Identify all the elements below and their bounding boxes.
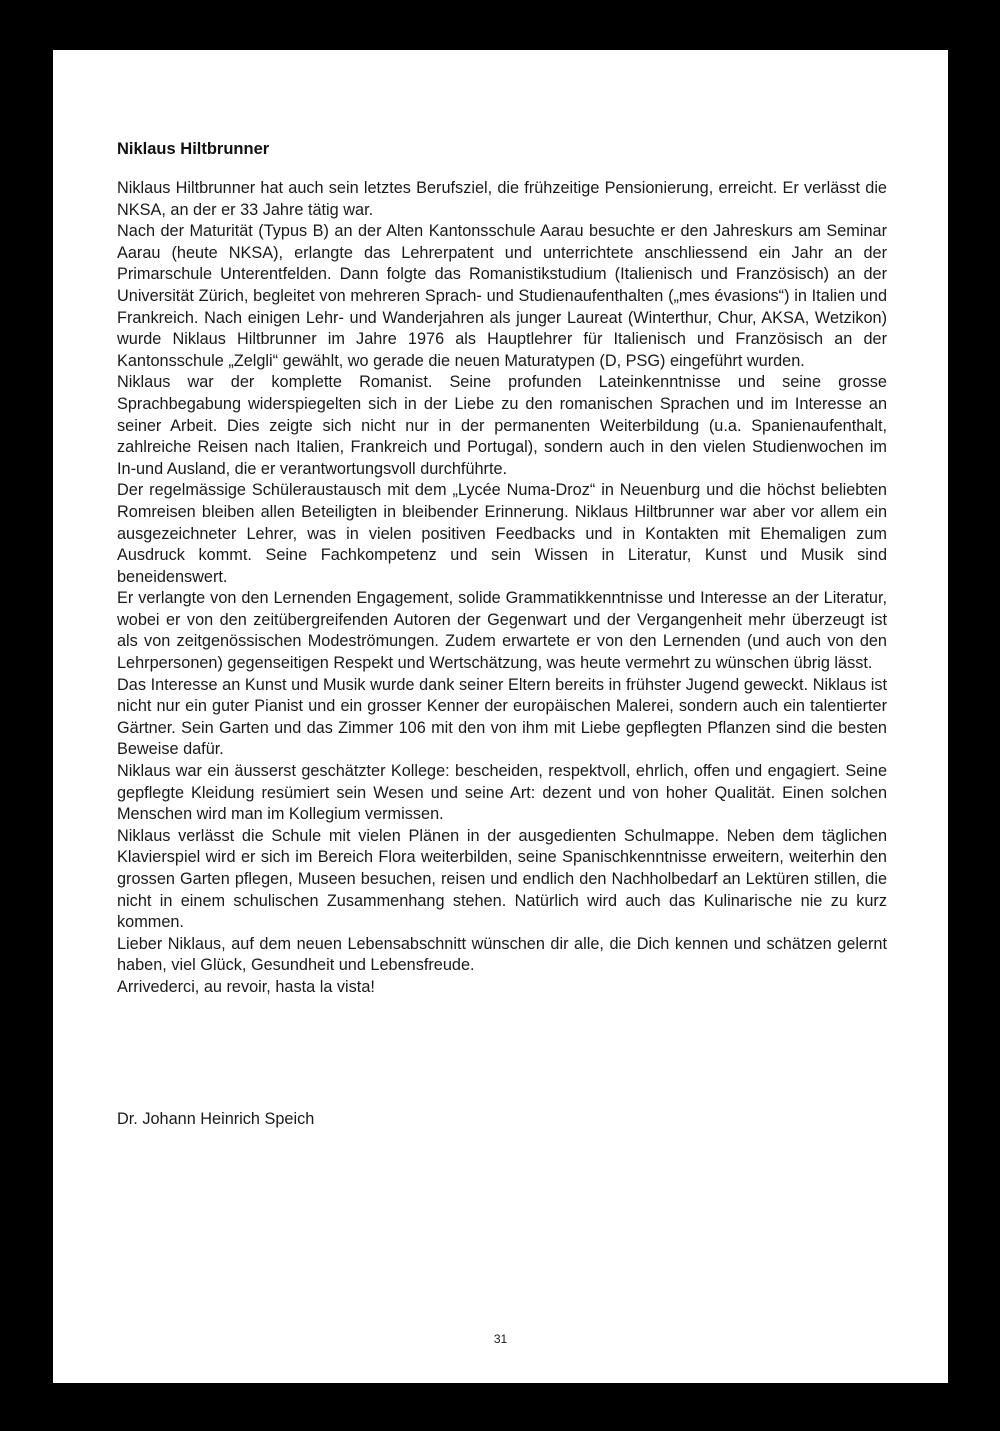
paragraph-5: Er verlangte von den Lernenden Engagement, solide Grammatikkenntnisse und Interesse an der Literatur, wobei er von den zeitübergreifenden Autoren der Gegenwart und der Vergangenheit mehr überzeugt ist als von zeitgenössischen Modeströmungen. Zudem erwartete er von den Lernenden (und auch von den Lehrpersonen) gegenseitigen Respekt und Wertschätzung, was heute vermehrt zu wünschen übrig lässt. [117, 589, 887, 673]
article-title: Niklaus Hiltbrunner [117, 140, 270, 158]
page-number: 31 [493, 1332, 508, 1346]
paragraph-9: Lieber Niklaus, auf dem neuen Lebensabschnitt wünschen dir alle, die Dich kennen und schätzen gelernt haben, viel Glück, Gesundheit und Lebensfreude. [117, 934, 887, 975]
paragraph-1: Niklaus Hiltbrunner hat auch sein letztes Berufsziel, die frühzeitige Pensionierung, erreicht. Er verlässt die NKSA, an der er 33 Jahre tätig war. [117, 179, 887, 219]
paragraph-4: Der regelmässige Schüleraustausch mit dem „Lycée Numa-Droz“ in Neuenburg und die höchst beliebten Romreisen bleiben allen Beteiligten in bleibender Erinnerung. Niklaus Hiltbrunner war aber vor allem ein ausgezeichneter Lehrer, was in vielen positiven Feedbacks und in Kontakten mit Ehemaligen zum Ausdruck kommt. Seine Fachkompetenz und sein Wissen in Literatur, Kunst und Musik sind beneidenswert. [117, 481, 887, 586]
article-body [117, 178, 887, 999]
paragraph-10: Arrivederci, au revoir, hasta la vista! [117, 977, 375, 996]
paragraph-2: Nach der Maturität (Typus B) an der Alten Kantonsschule Aarau besuchte er den Jahreskurs am Seminar Aarau (heute NKSA), erlangte das Lehrerpatent und unterrichtete anschliessend ein Jahr an der Primarschule Unterentfelden. Dann folgte das Romanistikstudium (Italienisch und Französisch) an der Universität Zürich, begleitet von mehreren Sprach- und Studienaufenthalten („mes évasions“) in Italien und Frankreich. Nach einigen Lehr- und Wanderjahren als junger Laureat (Winterthur, Chur, AKSA, Wetzikon) wurde Niklaus Hiltbrunner im Jahre 1976 als Hauptlehrer für Italienisch und Französisch an der Kantonsschule „Zelgli“ gewählt, wo gerade die neuen Maturatypen (D, PSG) eingeführt wurden. [117, 222, 887, 370]
author-signature: Dr. Johann Heinrich Speich [117, 1110, 315, 1128]
paragraph-3: Niklaus war der komplette Romanist. Seine profunden Lateinkenntnisse und seine grosse Sprachbegabung widerspiegelten sich in der Liebe zu den romanischen Sprachen und im Interesse an seiner Arbeit. Dies zeigte sich nicht nur in der permanenten Weiterbildung (u.a. Spanienaufenthalt, zahlreiche Reisen nach Italien, Frankreich und Portugal), sondern auch in den vielen Studienwochen im In-und Ausland, die er verantwortungsvoll durchführte. [117, 373, 887, 478]
paragraph-6: Das Interesse an Kunst und Musik wurde dank seiner Eltern bereits in frühster Jugend geweckt. Niklaus ist nicht nur ein guter Pianist und ein grosser Kenner der europäischen Malerei, sondern auch ein talentierter Gärtner. Sein Garten und das Zimmer 106 mit den von ihm mit Liebe gepflegten Pflanzen sind die besten Beweise dafür. [117, 675, 887, 759]
paragraph-8: Niklaus verlässt die Schule mit vielen Plänen in der ausgedienten Schulmappe. Neben dem täglichen Klavierspiel wird er sich im Bereich Flora weiterbilden, seine Spanischkenntnisse erweitern, weiterhin den grossen Garten pflegen, Museen besuchen, reisen und endlich den Nachholbedarf an Lektüren stillen, die nicht in einem schulischen Zusammenhang stehen. Natürlich wird auch das Kulinarische nie zu kurz kommen. [117, 826, 887, 932]
document-page [53, 50, 948, 1383]
paragraph-7: Niklaus war ein äusserst geschätzter Kollege: bescheiden, respektvoll, ehrlich, offen und engagiert. Seine gepflegte Kleidung resümiert sein Wesen und seine Art: dezent und von hoher Qualität. Einen solchen Menschen wird man im Kollegium vermissen. [117, 762, 887, 824]
